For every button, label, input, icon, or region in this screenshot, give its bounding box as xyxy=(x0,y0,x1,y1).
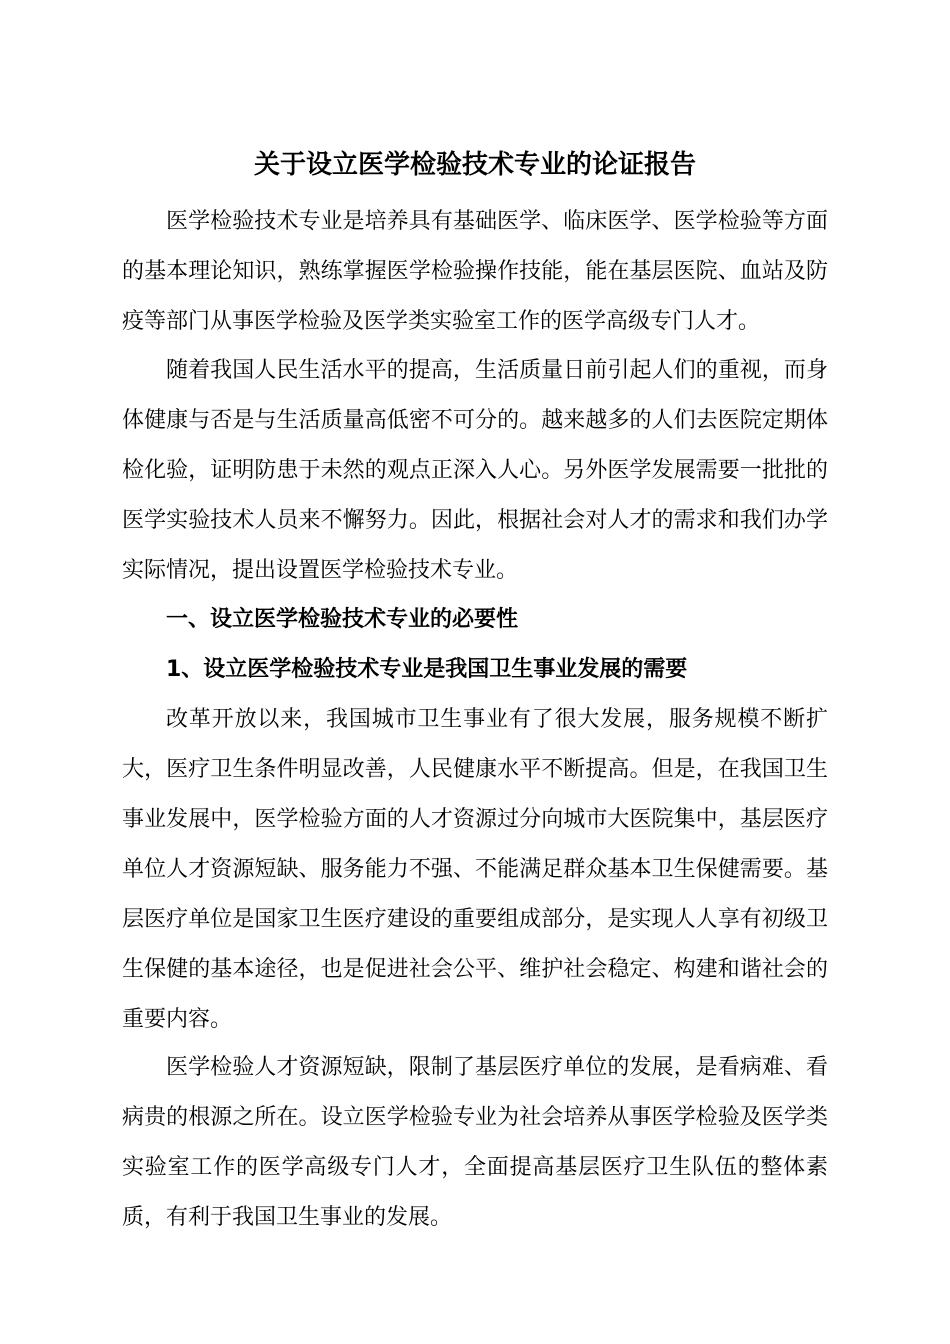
paragraph-reform: 改革开放以来，我国城市卫生事业有了很大发展，服务规模不断扩大，医疗卫生条件明显改善，人民健康水平不断提高。但是，在我国卫生事业发展中，医学检验方面的人才资源过分向城市大医院集中，基层医疗单位人才资源短缺、服务能力不强、不能满足群众基本卫生保健需要。基层医疗单位是国家卫生医疗建设的重要组成部分，是实现人人享有初级卫生保健的基本途径，也是促进社会公平、维护社会稳定、构建和谐社会的重要内容。 xyxy=(122,707,828,1032)
section-heading-necessity: 一、设立医学检验技术专业的必要性 xyxy=(166,607,519,632)
paragraph-background: 随着我国人民生活水平的提高，生活质量日前引起人们的重视，而身体健康与否是与生活质量高低密不可分的。越来越多的人们去医院定期体检化验，证明防患于未然的观点正深入人心。另外医学发展需要一批批的医学实验技术人员来不懈努力。因此，根据社会对人才的需求和我们办学实际情况，提出设置医学检验技术专业。 xyxy=(122,358,828,583)
subsection-heading-health-development: 1、设立医学检验技术专业是我国卫生事业发展的需要 xyxy=(166,657,688,682)
paragraph-shortage: 医学检验人才资源短缺，限制了基层医疗单位的发展，是看病难、看病贵的根源之所在。设立医学检验专业为社会培养从事医学检验及医学类实验室工作的医学高级专门人才，全面提高基层医疗卫生队伍的整体素质，有利于我国卫生事业的发展。 xyxy=(122,1055,828,1230)
document-title: 关于设立医学检验技术专业的论证报告 xyxy=(253,150,696,180)
paragraph-intro: 医学检验技术专业是培养具有基础医学、临床医学、医学检验等方面的基本理论知识，熟练掌握医学检验操作技能，能在基层医院、血站及防疫等部门从事医学检验及医学类实验室工作的医学高级专门人才。 xyxy=(122,209,828,334)
